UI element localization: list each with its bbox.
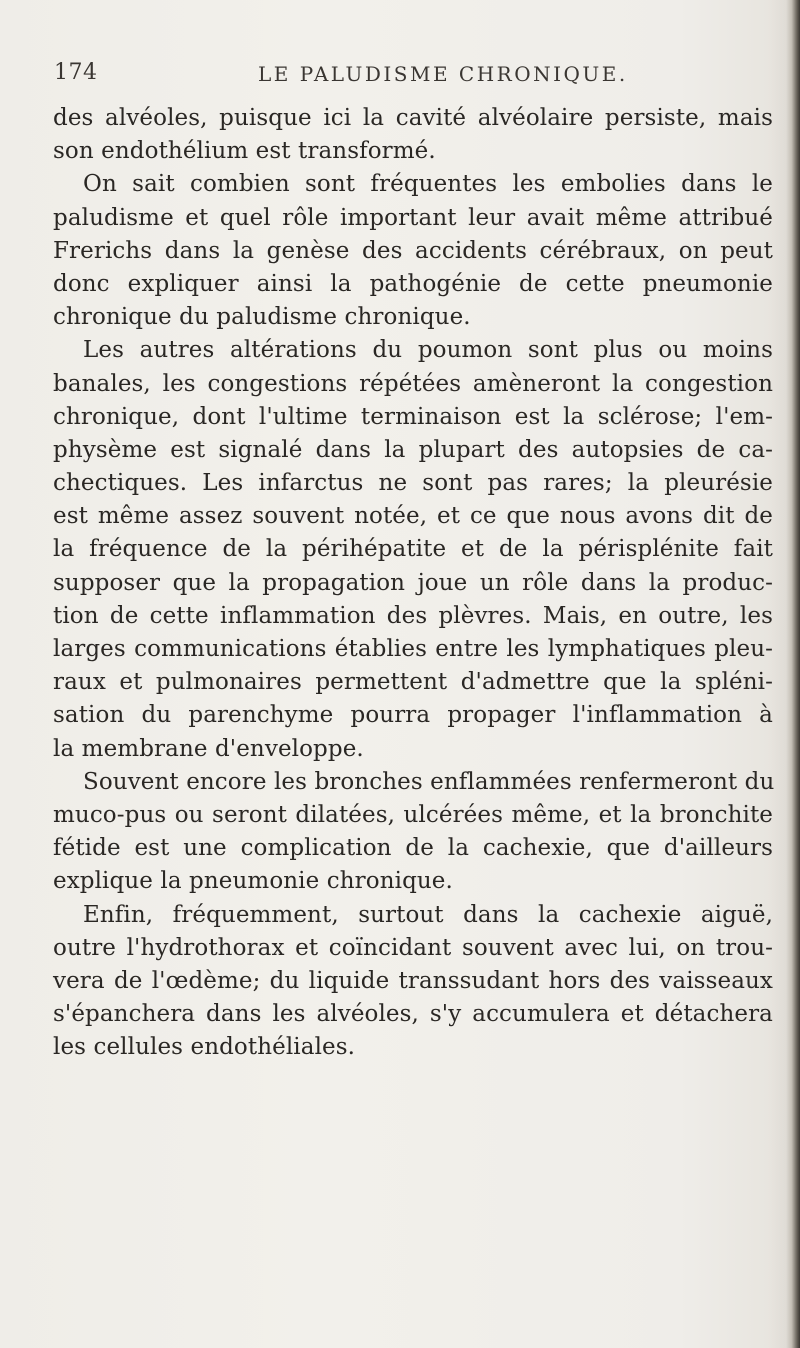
text-line: la membrane d'enveloppe. [53,735,364,762]
text-line: tion de cette inflammation des plèvres. Mais, en outre, les [53,602,773,629]
text-line: Enfin, fréquemment, surtout dans la cachexie aiguë, [83,901,773,928]
text-line: larges communications établies entre les lymphatiques pleu- [53,636,773,662]
text-line: s'épanchera dans les alvéoles, s'y accumulera et détachera [53,1001,773,1028]
text-line: chronique du paludisme chronique. [53,304,471,331]
text-line: vera de l'œdème; du liquide transsudant hors des vaisseaux [53,967,773,994]
text-line: explique la pneumonie chronique. [53,868,453,895]
text-line: Souvent encore les bronches enflammées renfermeront du [83,768,775,795]
text-line: banales, les congestions répétées amèneront la congestion [53,370,773,397]
text-line: est même assez souvent notée, et ce que nous avons dit de [53,503,773,530]
text-line: Les autres altérations du poumon sont plus ou moins [83,337,773,364]
running-title: LE PALUDISME CHRONIQUE. [258,62,628,86]
page-header [54,60,754,96]
page-edge-shadow [786,0,800,1348]
text-line: des alvéoles, puisque ici la cavité alvéolaire persiste, mais [53,105,773,131]
text-line: chectiques. Les infarctus ne sont pas rares; la pleurésie [53,470,773,497]
text-line: Frerichs dans la genèse des accidents cérébraux, on peut [53,237,773,264]
text-line: donc expliquer ainsi la pathogénie de cette pneumonie [53,270,773,297]
text-line: chronique, dont l'ultime terminaison est la sclérose; l'em- [53,403,773,430]
text-line: sation du parenchyme pourra propager l'inflammation à [53,702,773,729]
page-number: 174 [54,60,98,85]
text-line: supposer que la propagation joue un rôle dans la produc- [53,569,773,596]
text-line: les cellules endothéliales. [53,1034,356,1061]
text-line: fétide est une complication de la cachexie, que d'ailleurs [53,835,773,862]
text-line: muco-pus ou seront dilatées, ulcérées même, et la bronchite [53,801,773,828]
text-line: paludisme et quel rôle important leur avait même attribué [53,204,773,231]
text-line: On sait combien sont fréquentes les embolies dans le [83,171,773,198]
text-line: la fréquence de la périhépatite et de la périsplénite fait [53,536,773,563]
text-line: son endothélium est transformé. [53,138,436,165]
text-line: raux et pulmonaires permettent d'admettre que la spléni- [53,669,773,696]
text-line: outre l'hydrothorax et coïncidant souvent avec lui, on trou- [53,934,773,961]
text-line: physème est signalé dans la plupart des autopsies de ca- [53,436,773,463]
body-text [53,102,773,1064]
